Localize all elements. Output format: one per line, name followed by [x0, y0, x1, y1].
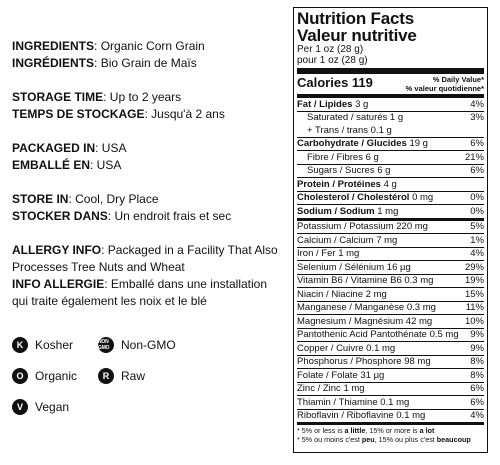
nutrient-amount: 0.1 mg: [366, 342, 396, 354]
nutrient-amount: 19 g: [409, 138, 428, 149]
nutrient-row: [297, 382, 484, 396]
nutrient-row: [297, 137, 484, 151]
vegan-icon: V: [12, 399, 28, 415]
nutrient-amount: 220 mg: [396, 221, 428, 232]
nutrient-daily-value: 11%: [465, 302, 484, 313]
nutrient-amount: 0 mg: [412, 192, 434, 203]
nutrient-name: Carbohydrate / Glucides: [297, 138, 407, 149]
nutrient-row: [297, 328, 484, 342]
nutrient-amount: 3 g: [355, 98, 369, 110]
nutrient-daily-value: 4%: [470, 248, 484, 259]
nutrient-name: Pantothenic Acid Pantothénate: [297, 329, 427, 340]
nutrient-daily-value: 8%: [470, 369, 484, 381]
storage-en: STORAGE TIME: Up to 2 years: [12, 90, 182, 104]
nutrient-name: Folate / Folate: [297, 369, 358, 381]
kosher-icon: K: [12, 337, 28, 353]
nutrient-name: Iron / Fer: [297, 248, 336, 259]
nutrient-amount: 1 mg: [338, 248, 360, 259]
nutrient-row: [297, 124, 484, 137]
non-gmo-icon: NON GMO: [98, 337, 114, 353]
calories-value: Calories 119: [297, 75, 373, 90]
nutrient-row: [297, 274, 484, 288]
nutrient-name: Phosphorus / Phosphore: [297, 356, 402, 367]
nutrient-name: Protein / Protéines: [297, 178, 381, 190]
nutrient-daily-value: 29%: [464, 261, 484, 273]
nutrient-amount: 98 mg: [404, 356, 431, 367]
nutrient-name: Potassium / Potassium: [297, 221, 394, 232]
nutrient-row: [297, 355, 484, 369]
nutrient-row: [297, 247, 484, 261]
nutrient-name: Copper / Cuivre: [297, 342, 364, 354]
nutrient-amount: 6 g: [365, 151, 379, 163]
badge-kosher: [12, 337, 73, 353]
nutrient-amount: 42 mg: [405, 315, 433, 327]
badge-label: Vegan: [35, 400, 70, 414]
badge-label: Organic: [35, 369, 78, 383]
nutrient-amount: 2 mg: [365, 288, 387, 300]
nutrient-name: Magnesium / Magnésium: [297, 315, 404, 327]
nutrient-row: [297, 177, 484, 191]
store-en: STORE IN: Cool, Dry Place: [12, 192, 159, 206]
nutrient-name: Sodium / Sodium: [297, 205, 375, 217]
allergy-en: ALLERGY INFO: Packaged in a Facility That Also Processes Tree Nuts and Wheat: [12, 243, 278, 274]
nutrient-daily-value: 0%: [470, 192, 484, 203]
nutrient-row: [297, 260, 484, 274]
nutrient-list: [297, 97, 484, 422]
nutrient-amount: 31 µg: [360, 369, 385, 381]
nutrient-daily-value: 9%: [470, 342, 484, 354]
allergy-fr: INFO ALLERGIE: Emballé dans une installation qui traite également les noix et le blé: [12, 277, 268, 308]
storage-fr: TEMPS DE STOCKAGE: Jusqu'à 2 ans: [12, 107, 225, 121]
nutrient-amount: 4 g: [383, 178, 397, 190]
nutrient-daily-value: 6%: [470, 383, 484, 394]
nutrient-row: [297, 368, 484, 382]
calories-row: [297, 74, 484, 94]
badge-organic: [12, 368, 77, 384]
nutrient-row: [297, 204, 484, 218]
nutrient-daily-value: 9%: [470, 329, 484, 340]
nutrient-name: Cholesterol / Cholestérol: [297, 192, 410, 203]
nutrition-facts-panel: [293, 7, 488, 453]
nutrient-daily-value: 6%: [470, 138, 484, 149]
nutrient-amount: 7 mg: [376, 234, 398, 246]
nutrient-amount: 0.1 mg: [396, 410, 426, 421]
organic-icon: O: [12, 368, 28, 384]
nutrient-name: Manganese / Manganèse: [297, 302, 405, 313]
badge-vegan: [12, 399, 69, 415]
badge-raw: [98, 368, 145, 384]
nutrient-name: Vitamin B6 / Vitamine B6: [297, 275, 402, 286]
nutrient-row: [297, 301, 484, 315]
nutrient-amount: 0.1 mg: [380, 396, 410, 408]
ingredients-fr: INGRÉDIENTS: Bio Grain de Maïs: [12, 56, 197, 70]
nutrient-daily-value: 6%: [470, 396, 484, 408]
nutrient-name: Zinc / Zinc: [297, 383, 341, 394]
nutrient-row: [297, 409, 484, 423]
nutrient-name: + Trans / trans: [307, 124, 368, 136]
serving-size-fr: pour 1 oz (28 g): [297, 55, 368, 66]
serving-size-en: Per 1 oz (28 g): [297, 44, 364, 55]
badge-label: Non-GMO: [121, 338, 176, 352]
daily-value-header: % Daily Value* % valeur quotidienne*: [405, 75, 484, 93]
nutrient-daily-value: 5%: [470, 221, 484, 232]
badge-label: Raw: [121, 369, 146, 383]
nutrient-row: [297, 287, 484, 301]
packaged-en: PACKAGED IN: USA: [12, 141, 127, 155]
packaged-fr: EMBALLÉ EN: USA: [12, 158, 122, 172]
nutrient-daily-value: 19%: [464, 275, 484, 286]
nutrient-name: Saturated / saturés: [307, 112, 388, 123]
ingredients-en: INGREDIENTS: Organic Corn Grain: [12, 39, 205, 53]
nutrient-daily-value: 21%: [464, 151, 484, 163]
nutrient-amount: 6 g: [377, 165, 391, 176]
nutrient-daily-value: 0%: [470, 205, 484, 217]
nutrient-daily-value: 6%: [470, 165, 484, 176]
daily-value-footnote: * 5% or less is a little, 15% or more is a lot * 5% ou moins c'est peu, 15% ou plus c'est beaucoup: [297, 422, 484, 444]
nutrient-row: [297, 341, 484, 355]
nutrient-daily-value: 15%: [464, 288, 484, 300]
raw-icon: R: [98, 368, 114, 384]
nutrient-name: Thiamin / Thiamine: [297, 396, 378, 408]
nutrition-title-en: Nutrition Facts: [297, 9, 414, 28]
nutrition-title-fr: Valeur nutritive: [297, 26, 417, 45]
badge-label: Kosher: [35, 338, 74, 352]
nutrient-row: [297, 111, 484, 125]
nutrient-name: Niacin / Niacine: [297, 288, 363, 300]
nutrient-amount: 16 µg: [386, 261, 411, 273]
nutrient-daily-value: 8%: [470, 356, 484, 367]
nutrient-row: [297, 164, 484, 178]
nutrient-row: [297, 233, 484, 247]
nutrient-row: [297, 150, 484, 164]
nutrient-name: Riboflavin / Riboflavine: [297, 410, 394, 421]
nutrient-daily-value: 10%: [464, 315, 484, 327]
nutrient-amount: 1 mg: [343, 383, 365, 394]
nutrient-amount: 1 mg: [377, 205, 399, 217]
store-fr: STOCKER DANS: Un endroit frais et sec: [12, 209, 232, 223]
nutrient-amount: 0.5 mg: [429, 329, 459, 340]
nutrient-name: Sugars / Sucres: [307, 165, 375, 176]
nutrient-name: Selenium / Sélénium: [297, 261, 385, 273]
badge-non-gmo: [98, 337, 176, 353]
nutrient-row: [297, 191, 484, 205]
nutrient-daily-value: 3%: [470, 112, 484, 123]
nutrient-name: Fibre / Fibres: [307, 151, 363, 163]
nutrient-row: [297, 97, 484, 111]
nutrient-amount: 0.3 mg: [406, 302, 436, 313]
nutrient-daily-value: 4%: [470, 98, 484, 110]
nutrient-row: [297, 395, 484, 409]
product-info: [12, 38, 280, 310]
nutrient-daily-value: 4%: [470, 410, 484, 421]
nutrient-name: Calcium / Calcium: [297, 234, 374, 246]
nutrient-name: Fat / Lipides: [297, 98, 353, 110]
nutrient-amount: 1 g: [389, 112, 404, 123]
nutrient-amount: 0.1 g: [370, 124, 392, 136]
nutrient-daily-value: 1%: [470, 234, 484, 246]
nutrient-row: [297, 218, 484, 234]
nutrient-amount: 0.3 mg: [404, 275, 434, 286]
nutrient-row: [297, 314, 484, 328]
